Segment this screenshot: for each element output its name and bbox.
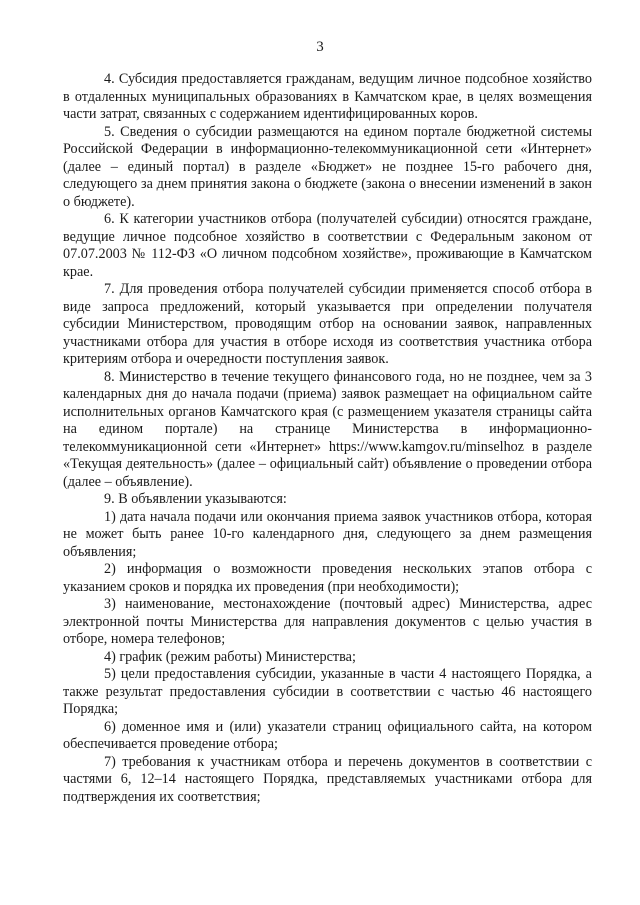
paragraph-4-subsidy-recipients: 4. Субсидия предоставляется гражданам, ведущим личное подсобное хозяйство в отдаленных муниципальных образованиях в Камчатском крае, в целях возмещения части затрат, связанных с содержанием идентифицированных коров. (63, 71, 592, 122)
list-item-6: 6) доменное имя и (или) указатели страниц официального сайта, на котором обеспечивается проведение отбора; (63, 718, 592, 752)
paragraph-8-announcement: 8. Министерство в течение текущего финансового года, но не позднее, чем за 3 календарных дня до начала подачи (приема) заявок размещает на официальном сайте исполнительных органов Камчатского края (с размещением указателя страницы сайта на едином портале) на странице Министерства в информационно-телекоммуникационной сети «Интернет» https://www.kamgov.ru/minselhoz в разделе «Текущая деятельность» (далее – официальный сайт) объявление о проведении отбора (далее – объявление). (63, 368, 592, 490)
list-item-3: 3) наименование, местонахождение (почтовый адрес) Министерства, адрес электронной почты Министерства для направления документов с целью участия в отборе, номера телефонов; (63, 596, 592, 647)
paragraph-9-announcement-contents: 9. В объявлении указываются: (104, 491, 287, 507)
document-body (63, 71, 592, 806)
paragraph-5-portal-info: 5. Сведения о субсидии размещаются на едином портале бюджетной системы Российской Федерации в информационно-телекоммуникационной сети «Интернет» (далее – единый портал) в разделе «Бюджет» не позднее 15-го рабочего дня, следующего за днем принятия закона о бюджете (закона о внесении изменений в закон о бюджете). (63, 123, 592, 210)
page-number: 3 (316, 39, 324, 55)
paragraph-6-participant-category: 6. К категории участников отбора (получателей субсидии) относятся граждане, ведущие личное подсобное хозяйство в соответствии с Федеральным законом от 07.07.2003 № 112-ФЗ «О личном подсобном хозяйстве», проживающие в Камчатском крае. (63, 211, 592, 280)
list-item-1: 1) дата начала подачи или окончания приема заявок участников отбора, которая не может быть ранее 10-го календарного дня, следующего за днем размещения объявления; (63, 508, 592, 560)
list-item-4: 4) график (режим работы) Министерства; (104, 648, 356, 665)
list-item-5: 5) цели предоставления субсидии, указанные в части 4 настоящего Порядка, а также результат предоставления субсидии в соответствии с частью 46 настоящего Порядка; (63, 666, 592, 717)
list-item-7: 7) требования к участникам отбора и перечень документов в соответствии с частями 6, 12–14 настоящего Порядка, представляемых участниками отбора для подтверждения их соответствия; (63, 753, 592, 805)
list-item-2: 2) информация о возможности проведения нескольких этапов отбора с указанием сроков и порядка их проведения (при необходимости); (63, 561, 592, 595)
paragraph-7-selection-method: 7. Для проведения отбора получателей субсидии применяется способ отбора в виде запроса предложений, который указывается при определении получателя субсидии Министерством, проводящим отбор на основании заявок, направленных участниками отбора для участия в отборе исходя из соответствия участника отбора критериям отбора и очередности поступления заявок. (63, 281, 592, 367)
